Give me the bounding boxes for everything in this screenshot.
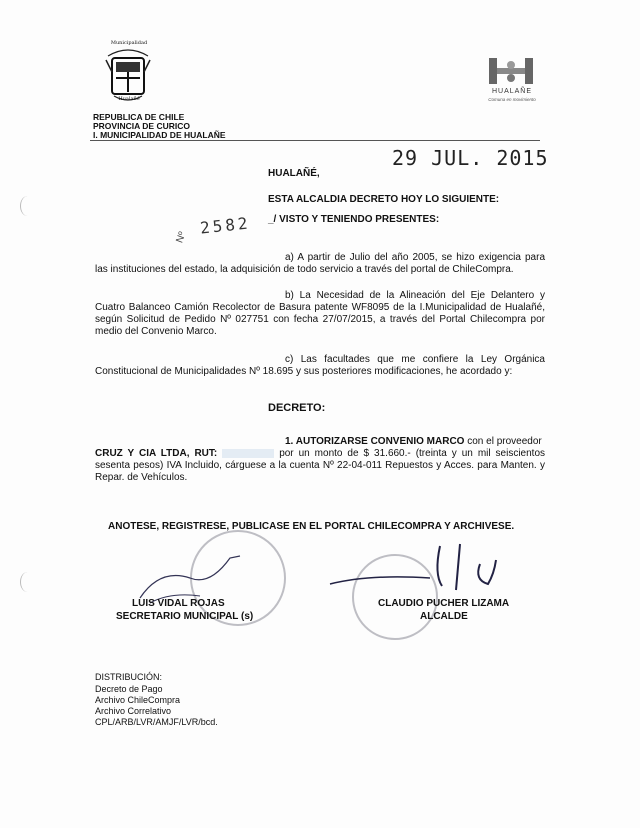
right-signature xyxy=(310,534,540,604)
signer-right-name: CLAUDIO PUCHER LIZAMA xyxy=(378,598,510,609)
number-stamp-prefix: Nº xyxy=(174,230,189,245)
item-1-vendor: CRUZ Y CIA LTDA, RUT: xyxy=(95,448,218,459)
date-stamp: 29 JUL. 2015 xyxy=(392,146,549,170)
item-1-body xyxy=(95,448,545,484)
rut-redaction xyxy=(222,449,274,458)
paragraph-b: b) La Necesidad de la Alineación del Eje Delantero y Cuatro Balanceo Camión Recolector de Basura patente WF8095 de la I.Municipalidad de Hualañé, según Solicitud de Pedido Nº 027751 con fecha 27/07/2015, a través del Portal Chilecompra por medio del Convenio Marco. xyxy=(95,290,545,337)
header-rule xyxy=(90,140,540,141)
decree-number: 2582 xyxy=(199,213,252,238)
crest-text-bottom: Hualañé xyxy=(118,96,140,102)
place-label: HUALAÑÉ, xyxy=(268,168,320,179)
punch-mark-bottom xyxy=(20,572,35,592)
closing-line: ANOTESE, REGISTRESE, PUBLICASE EN EL PORTAL CHILECOMPRA Y ARCHIVESE. xyxy=(108,521,515,532)
hualane-logo xyxy=(487,56,535,86)
distribution-item-0: Decreto de Pago xyxy=(95,684,163,694)
item-1-heading: 1. AUTORIZARSE CONVENIO MARCO xyxy=(285,436,465,447)
paragraph-a: a) A partir de Julio del año 2005, se hizo exigencia para las instituciones del estado, la adquisición de todo servicio a través del portal de ChileCompra. xyxy=(95,252,545,275)
item-1-heading-rest: con el proveedor xyxy=(467,436,542,447)
distribution-title: DISTRIBUCIÓN: xyxy=(95,672,163,682)
item-1-line1 xyxy=(285,436,547,448)
logo-tagline: Comuna en movimiento xyxy=(488,97,536,102)
paragraph-c: c) Las facultades que me confiere la Ley Orgánica Constitucional de Municipalidades Nº 18.695 y sus posteriores modificaciones, he acordado y: xyxy=(95,354,545,377)
distribution-item-3: CPL/ARB/LVR/AMJF/LVR/bcd. xyxy=(95,717,218,727)
item-1-text: por un monto de $ 31.660.- (treinta y un mil seiscientos sesenta pesos) IVA Incluido, cárguese a la cuenta Nº 22-04-011 Repuestos y Acces. para Manten. y Repar. de Vehículos. xyxy=(95,448,546,483)
header-country: REPUBLICA DE CHILE xyxy=(93,112,185,122)
punch-mark-top xyxy=(20,196,35,216)
crest-text-top: Municipalidad xyxy=(110,40,148,46)
signer-left-name: LUIS VIDAL ROJAS xyxy=(132,598,225,609)
signer-right-title: ALCALDE xyxy=(420,611,468,622)
logo-name: HUALAÑE xyxy=(491,88,533,95)
header-municipality: I. MUNICIPALIDAD DE HUALAÑE xyxy=(93,130,226,140)
decreto-label: DECRETO: xyxy=(268,402,326,414)
decree-intro: ESTA ALCALDIA DECRETO HOY LO SIGUIENTE: xyxy=(268,194,500,205)
distribution-item-1: Archivo ChileCompra xyxy=(95,695,181,705)
signer-left-title: SECRETARIO MUNICIPAL (s) xyxy=(116,611,254,622)
visto-line: _/ VISTO Y TENIENDO PRESENTES: xyxy=(268,214,440,225)
header-province: PROVINCIA DE CURICO xyxy=(93,121,190,131)
distribution-item-2: Archivo Correlativo xyxy=(95,706,172,716)
